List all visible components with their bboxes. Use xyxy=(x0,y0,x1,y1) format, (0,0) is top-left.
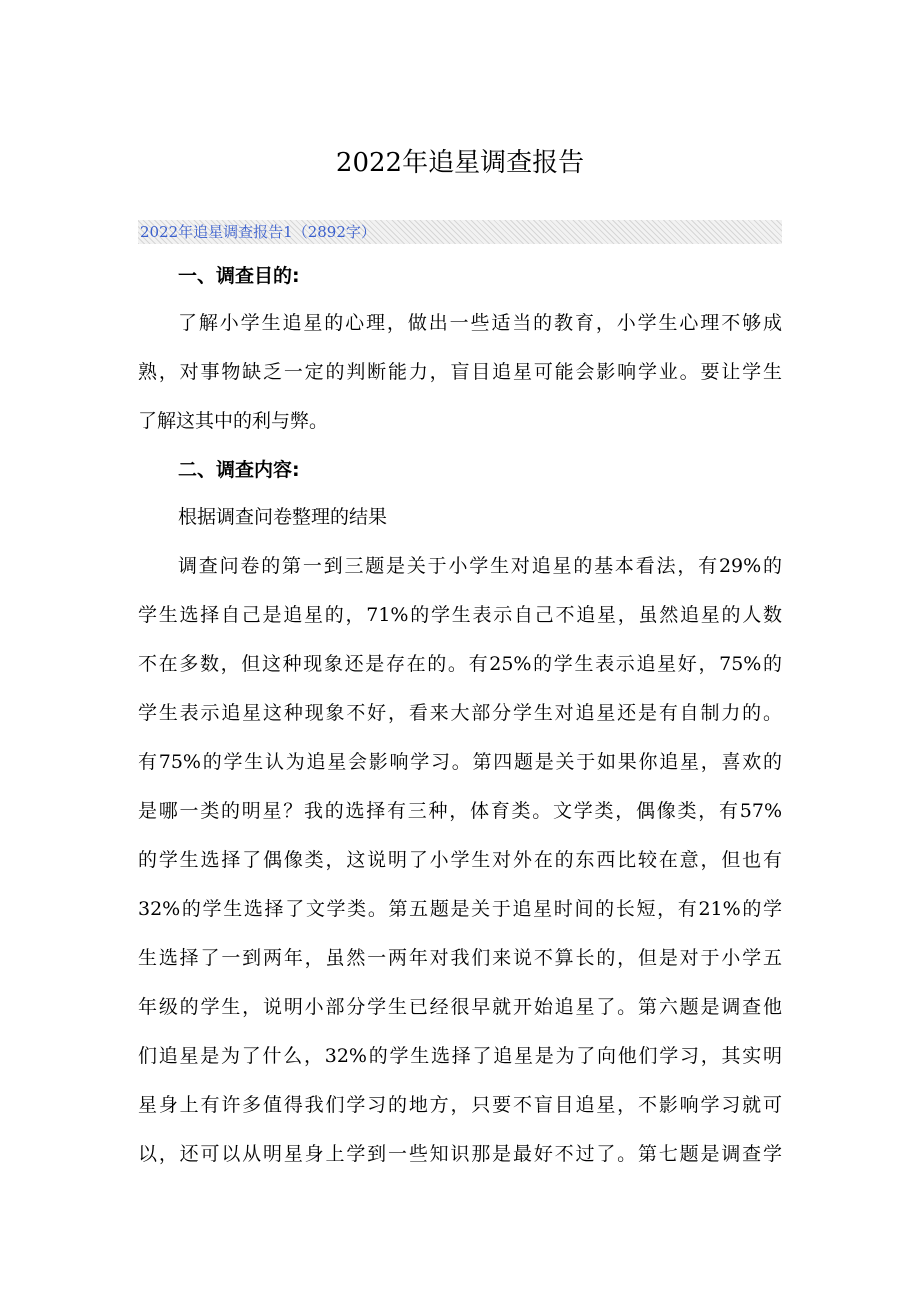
paragraph-line: 熟，对事物缺乏一定的判断能力，盲目追星可能会影响学业。要让学生 xyxy=(138,361,782,383)
paragraph-line: 星身上有许多值得我们学习的地方，只要不盲目追星，不影响学习就可 xyxy=(138,1094,782,1116)
paragraph-line: 年级的学生，说明小部分学生已经很早就开始追星了。第六题是调查他 xyxy=(138,996,782,1018)
heading-purpose: 一、调查目的: xyxy=(178,265,300,287)
paragraph-line: 学生表示追星这种现象不好，看来大部分学生对追星还是有自制力的。 xyxy=(138,702,782,724)
paragraph-line: 们追星是为了什么，32%的学生选择了追星是为了向他们学习，其实明 xyxy=(138,1045,782,1067)
paragraph-line: 不在多数，但这种现象还是存在的。有25%的学生表示追星好，75%的 xyxy=(138,653,782,675)
section-banner xyxy=(138,220,782,244)
paragraph-line: 生选择了一到两年，虽然一两年对我们来说不算长的，但是对于小学五 xyxy=(138,947,782,969)
paragraph-line: 有75%的学生认为追星会影响学习。第四题是关于如果你追星，喜欢的 xyxy=(138,751,782,773)
paragraph-line: 了解这其中的利与弊。 xyxy=(138,410,329,432)
paragraph-line: 学生选择自己是追星的，71%的学生表示自己不追星，虽然追星的人数 xyxy=(138,604,782,626)
paragraph-line: 的学生选择了偶像类，这说明了小学生对外在的东西比较在意，但也有 xyxy=(138,849,782,871)
paragraph-line: 调查问卷的第一到三题是关于小学生对追星的基本看法，有29%的 xyxy=(178,555,782,577)
document-title: 2022年追星调查报告 xyxy=(335,148,585,178)
section-banner-link[interactable]: 2022年追星调查报告1（2892字） xyxy=(140,223,376,241)
paragraph-line: 是哪一类的明星？我的选择有三种，体育类。文学类，偶像类，有57% xyxy=(138,800,782,822)
paragraph-line: 以，还可以从明星身上学到一些知识那是最好不过了。第七题是调查学 xyxy=(138,1143,782,1165)
paragraph-line: 了解小学生追星的心理，做出一些适当的教育，小学生心理不够成 xyxy=(178,312,782,334)
heading-content: 二、调查内容: xyxy=(178,459,300,481)
paragraph-line: 32%的学生选择了文学类。第五题是关于追星时间的长短，有21%的学 xyxy=(138,898,782,920)
paragraph-line: 根据调查问卷整理的结果 xyxy=(178,506,388,528)
